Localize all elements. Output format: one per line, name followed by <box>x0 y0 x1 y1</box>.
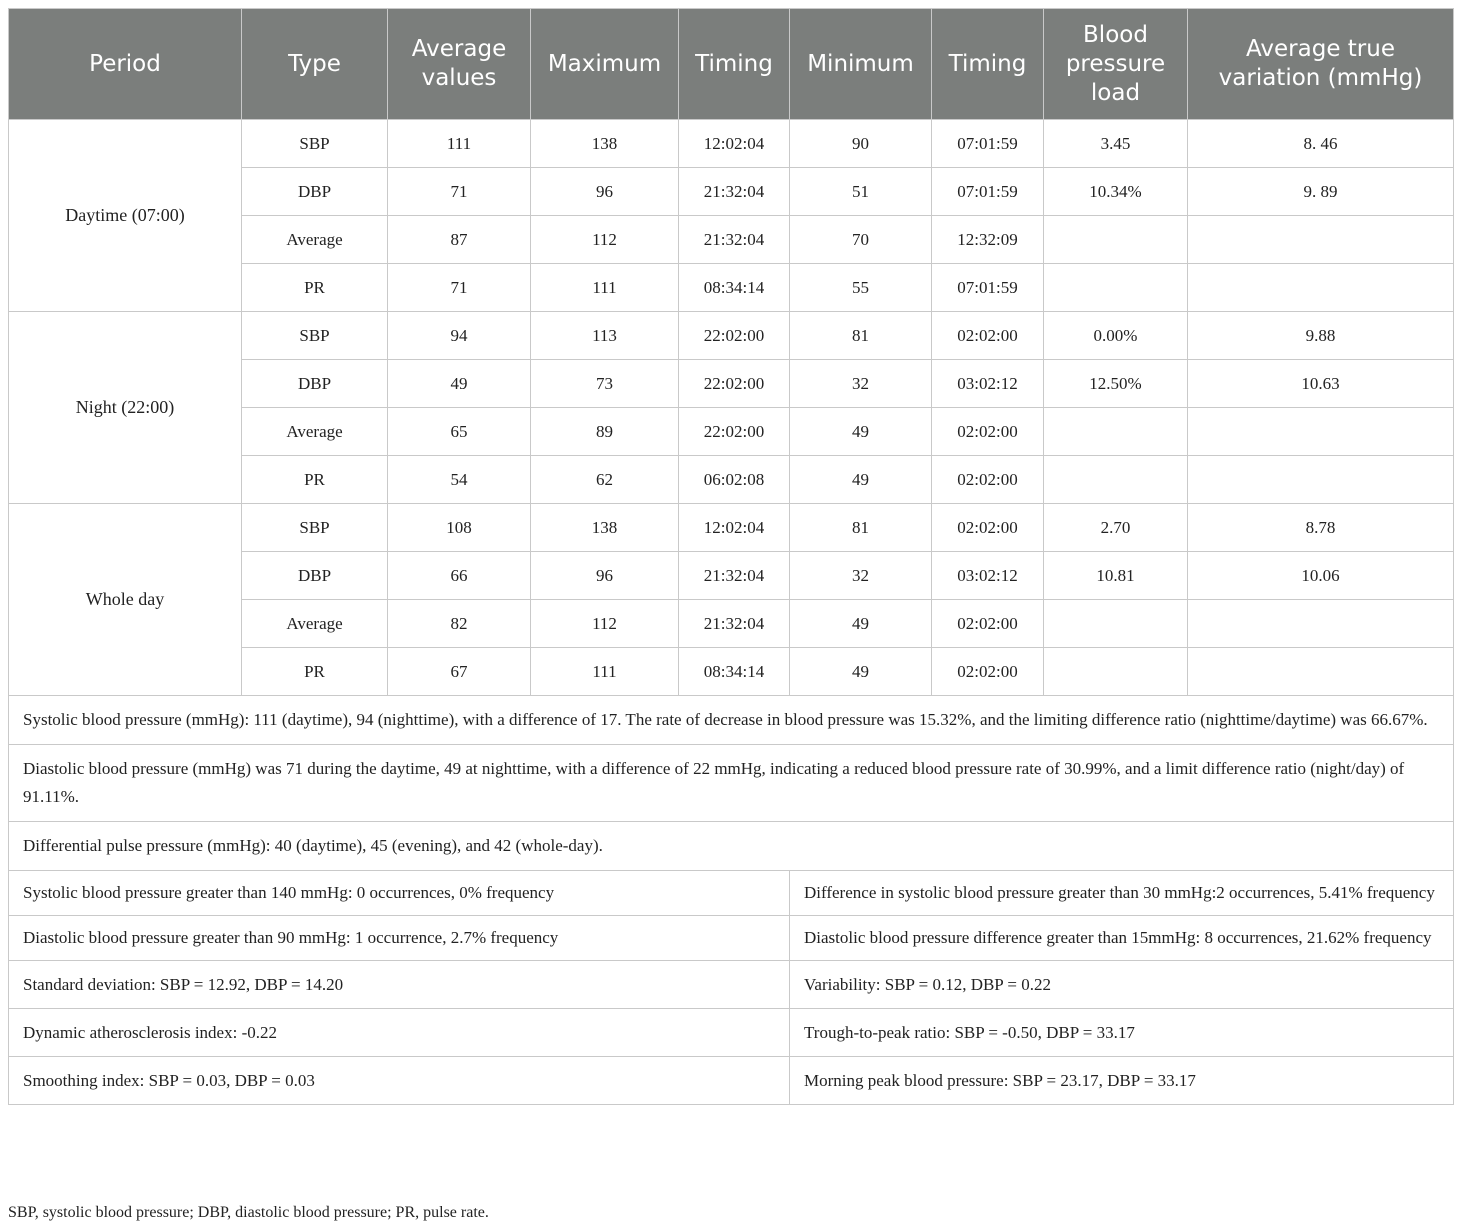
cell-minimum: 49 <box>790 600 932 648</box>
header-bp-load: Blood pressure load <box>1044 9 1188 120</box>
cell-period: Daytime (07:00) <box>9 120 242 312</box>
cell-maximum: 111 <box>531 264 679 312</box>
cell-maximum: 89 <box>531 408 679 456</box>
cell-max-timing: 21:32:04 <box>679 600 790 648</box>
table-container <box>8 8 1453 1105</box>
pair-left: Dynamic atherosclerosis index: -0.22 <box>9 1009 790 1057</box>
note-pulse-pressure: Differential pulse pressure (mmHg): 40 (daytime), 45 (evening), and 42 (whole-day). <box>9 822 1454 871</box>
cell-maximum: 113 <box>531 312 679 360</box>
cell-type: DBP <box>242 168 388 216</box>
cell-bp-load: 2.70 <box>1044 504 1188 552</box>
cell-avg-true-variation: 10.06 <box>1188 552 1454 600</box>
note-row <box>9 696 1454 745</box>
pair-row <box>9 961 1454 1009</box>
cell-maximum: 138 <box>531 120 679 168</box>
cell-min-timing: 02:02:00 <box>932 504 1044 552</box>
table-row <box>9 120 1454 168</box>
cell-type: DBP <box>242 360 388 408</box>
cell-maximum: 112 <box>531 600 679 648</box>
cell-minimum: 51 <box>790 168 932 216</box>
cell-bp-load <box>1044 408 1188 456</box>
cell-minimum: 55 <box>790 264 932 312</box>
cell-type: PR <box>242 264 388 312</box>
cell-avg-true-variation: 10.63 <box>1188 360 1454 408</box>
cell-min-timing: 07:01:59 <box>932 168 1044 216</box>
cell-type: SBP <box>242 312 388 360</box>
cell-minimum: 81 <box>790 504 932 552</box>
cell-minimum: 49 <box>790 408 932 456</box>
cell-avg-true-variation: 9. 89 <box>1188 168 1454 216</box>
table-body <box>9 120 1454 696</box>
cell-maximum: 96 <box>531 168 679 216</box>
header-period: Period <box>9 9 242 120</box>
cell-maximum: 111 <box>531 648 679 696</box>
cell-minimum: 32 <box>790 552 932 600</box>
cell-min-timing: 02:02:00 <box>932 648 1044 696</box>
pair-left: Smoothing index: SBP = 0.03, DBP = 0.03 <box>9 1057 790 1105</box>
cell-type: PR <box>242 648 388 696</box>
cell-bp-load <box>1044 456 1188 504</box>
cell-max-timing: 06:02:08 <box>679 456 790 504</box>
cell-maximum: 62 <box>531 456 679 504</box>
cell-max-timing: 21:32:04 <box>679 168 790 216</box>
cell-max-timing: 12:02:04 <box>679 120 790 168</box>
cell-minimum: 90 <box>790 120 932 168</box>
cell-avg-true-variation <box>1188 648 1454 696</box>
pair-right: Variability: SBP = 0.12, DBP = 0.22 <box>790 961 1454 1009</box>
cell-avg-true-variation: 8.78 <box>1188 504 1454 552</box>
pair-left: Systolic blood pressure greater than 140 mmHg: 0 occurrences, 0% frequency <box>9 871 790 916</box>
header-maximum: Maximum <box>531 9 679 120</box>
cell-type: Average <box>242 216 388 264</box>
pair-row <box>9 916 1454 961</box>
cell-average: 71 <box>388 264 531 312</box>
cell-average: 111 <box>388 120 531 168</box>
cell-minimum: 70 <box>790 216 932 264</box>
cell-average: 71 <box>388 168 531 216</box>
cell-bp-load: 10.81 <box>1044 552 1188 600</box>
pair-row <box>9 871 1454 916</box>
cell-average: 94 <box>388 312 531 360</box>
cell-type: Average <box>242 600 388 648</box>
pair-left: Diastolic blood pressure greater than 90 mmHg: 1 occurrence, 2.7% frequency <box>9 916 790 961</box>
cell-average: 65 <box>388 408 531 456</box>
cell-max-timing: 22:02:00 <box>679 360 790 408</box>
cell-minimum: 32 <box>790 360 932 408</box>
cell-bp-load <box>1044 216 1188 264</box>
cell-avg-true-variation <box>1188 600 1454 648</box>
cell-bp-load: 12.50% <box>1044 360 1188 408</box>
cell-average: 54 <box>388 456 531 504</box>
table-row <box>9 312 1454 360</box>
cell-max-timing: 22:02:00 <box>679 312 790 360</box>
header-type: Type <box>242 9 388 120</box>
cell-avg-true-variation <box>1188 456 1454 504</box>
cell-avg-true-variation <box>1188 264 1454 312</box>
cell-bp-load <box>1044 600 1188 648</box>
cell-min-timing: 02:02:00 <box>932 408 1044 456</box>
cell-min-timing: 02:02:00 <box>932 600 1044 648</box>
cell-minimum: 49 <box>790 648 932 696</box>
cell-max-timing: 08:34:14 <box>679 648 790 696</box>
cell-avg-true-variation: 9.88 <box>1188 312 1454 360</box>
note-row <box>9 822 1454 871</box>
cell-average: 67 <box>388 648 531 696</box>
pair-right: Trough-to-peak ratio: SBP = -0.50, DBP = 33.17 <box>790 1009 1454 1057</box>
header-row <box>9 9 1454 120</box>
pair-row <box>9 1009 1454 1057</box>
cell-min-timing: 03:02:12 <box>932 552 1044 600</box>
cell-max-timing: 21:32:04 <box>679 552 790 600</box>
cell-average: 108 <box>388 504 531 552</box>
cell-min-timing: 02:02:00 <box>932 312 1044 360</box>
cell-max-timing: 12:02:04 <box>679 504 790 552</box>
cell-min-timing: 12:32:09 <box>932 216 1044 264</box>
pair-right: Morning peak blood pressure: SBP = 23.17, DBP = 33.17 <box>790 1057 1454 1105</box>
cell-avg-true-variation <box>1188 216 1454 264</box>
header-average-values: Average values <box>388 9 531 120</box>
cell-avg-true-variation: 8. 46 <box>1188 120 1454 168</box>
cell-min-timing: 07:01:59 <box>932 120 1044 168</box>
cell-max-timing: 08:34:14 <box>679 264 790 312</box>
cell-average: 66 <box>388 552 531 600</box>
cell-type: DBP <box>242 552 388 600</box>
cell-average: 82 <box>388 600 531 648</box>
cell-bp-load: 3.45 <box>1044 120 1188 168</box>
note-diastolic: Diastolic blood pressure (mmHg) was 71 during the daytime, 49 at nighttime, with a difference of 22 mmHg, indicating a reduced blood pressure rate of 30.99%, and a limit difference ratio (night/day) of 91.11%. <box>9 745 1454 822</box>
table-row <box>9 504 1454 552</box>
cell-max-timing: 22:02:00 <box>679 408 790 456</box>
cell-type: SBP <box>242 120 388 168</box>
cell-minimum: 81 <box>790 312 932 360</box>
cell-max-timing: 21:32:04 <box>679 216 790 264</box>
cell-period: Whole day <box>9 504 242 696</box>
pair-right: Diastolic blood pressure difference greater than 15mmHg: 8 occurrences, 21.62% frequency <box>790 916 1454 961</box>
cell-average: 87 <box>388 216 531 264</box>
pair-left: Standard deviation: SBP = 12.92, DBP = 14.20 <box>9 961 790 1009</box>
cell-min-timing: 02:02:00 <box>932 456 1044 504</box>
cell-period: Night (22:00) <box>9 312 242 504</box>
pair-right: Difference in systolic blood pressure greater than 30 mmHg:2 occurrences, 5.41% frequency <box>790 871 1454 916</box>
note-systolic: Systolic blood pressure (mmHg): 111 (daytime), 94 (nighttime), with a difference of 17. The rate of decrease in blood pressure was 15.32%, and the limiting difference ratio (nighttime/daytime) was 66.67%. <box>9 696 1454 745</box>
cell-bp-load <box>1044 264 1188 312</box>
notes-section <box>9 696 1454 1105</box>
header-avg-true-variation: Average true variation (mmHg) <box>1188 9 1454 120</box>
cell-maximum: 138 <box>531 504 679 552</box>
cell-min-timing: 07:01:59 <box>932 264 1044 312</box>
pair-row <box>9 1057 1454 1105</box>
header-max-timing: Timing <box>679 9 790 120</box>
cell-type: Average <box>242 408 388 456</box>
cell-avg-true-variation <box>1188 408 1454 456</box>
header-min-timing: Timing <box>932 9 1044 120</box>
cell-bp-load: 0.00% <box>1044 312 1188 360</box>
table-footnote: SBP, systolic blood pressure; DBP, diastolic blood pressure; PR, pulse rate. <box>8 1204 489 1221</box>
cell-bp-load: 10.34% <box>1044 168 1188 216</box>
cell-type: PR <box>242 456 388 504</box>
cell-minimum: 49 <box>790 456 932 504</box>
note-row <box>9 745 1454 822</box>
cell-maximum: 112 <box>531 216 679 264</box>
blood-pressure-table <box>8 8 1454 1105</box>
cell-maximum: 73 <box>531 360 679 408</box>
cell-type: SBP <box>242 504 388 552</box>
cell-bp-load <box>1044 648 1188 696</box>
cell-average: 49 <box>388 360 531 408</box>
cell-maximum: 96 <box>531 552 679 600</box>
cell-min-timing: 03:02:12 <box>932 360 1044 408</box>
header-minimum: Minimum <box>790 9 932 120</box>
